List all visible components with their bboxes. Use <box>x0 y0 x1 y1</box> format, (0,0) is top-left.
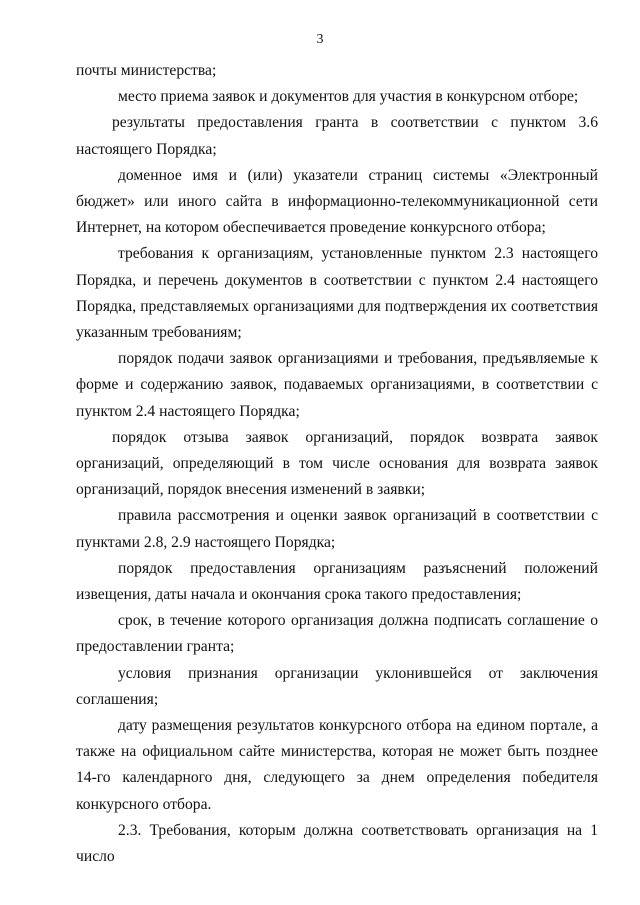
paragraph-results-publication: дату размещения результатов конкурсного отбора на едином портале, а также на официальном сайте министерства, которая не может быть позднее 14-го календарного дня, следующего за днем определения победителя конкурсного отбора. <box>76 717 598 813</box>
document-body <box>76 58 598 870</box>
paragraph-evasion-conditions: условия признания организации уклонившейся от заключения соглашения; <box>76 664 598 708</box>
paragraph-clarifications: порядок предоставления организациям разъяснений положений извещения, даты начала и окончания срока такого предоставления; <box>76 559 598 604</box>
paragraph-review-rules: правила рассмотрения и оценки заявок организаций в соответствии с пунктами 2.8, 2.9 настоящего Порядка; <box>76 507 598 551</box>
paragraph-application-submission: порядок подачи заявок организациями и требования, предъявляемые к форме и содержанию заявок, подаваемых организациями, в соответствии с пунктом 2.4 настоящего Порядка; <box>76 350 598 420</box>
page-number: 3 <box>316 32 324 47</box>
paragraph-organization-requirements: требования к организациям, установленные пунктом 2.3 настоящего Порядка, и перечень документов в соответствии с пунктом 2.4 настоящего Порядка, представляемых организациями для подтверждения их соответствия указанным требованиям; <box>76 245 598 342</box>
paragraph-grant-results: результаты предоставления гранта в соответствии с пунктом 3.6 настоящего Порядка; <box>76 114 598 158</box>
paragraph-section-2-3: 2.3. Требования, которым должна соответствовать организация на 1 число <box>76 821 598 866</box>
paragraph-ministry-email-continuation: почты министерства; <box>76 62 217 79</box>
paragraph-application-place: место приема заявок и документов для участия в конкурсном отборе; <box>118 88 579 106</box>
paragraph-domain-name: доменное имя и (или) указатели страниц системы «Электронный бюджет» или иного сайта в информационно-телекоммуникационной сети Интернет, на котором обеспечивается проведение конкурсного отбора; <box>76 166 598 237</box>
paragraph-application-withdrawal: порядок отзыва заявок организаций, порядок возврата заявок организаций, определяющий в том числе основания для возврата заявок организаций, порядок внесения изменений в заявки; <box>76 428 598 499</box>
paragraph-agreement-deadline: срок, в течение которого организация должна подписать соглашение о предоставлении гранта; <box>76 612 598 656</box>
